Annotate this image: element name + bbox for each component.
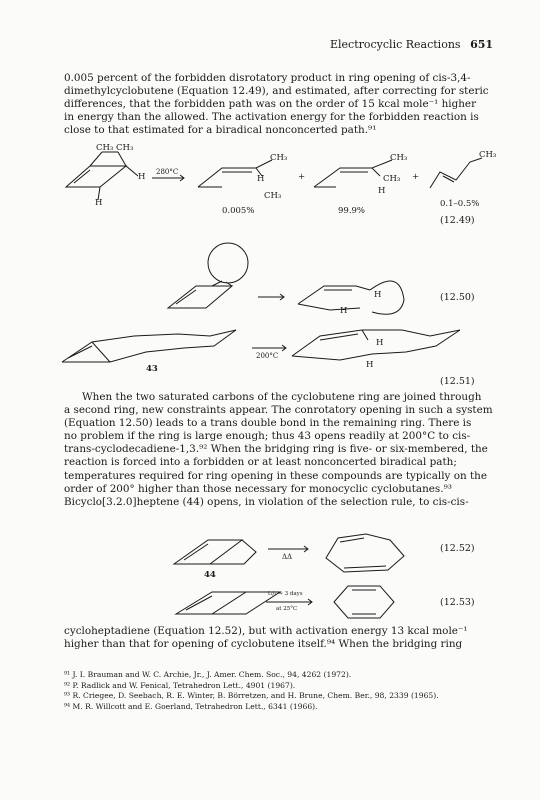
- structure-trans-diene-ring: [298, 281, 404, 314]
- methyl-label: CH₃: [270, 153, 288, 163]
- plus-sign: +: [298, 172, 306, 182]
- reaction-arrow: [252, 345, 286, 351]
- footnote-94: ⁹⁴ M. R. Willcott and E. Goerland, Tetrahedron Lett., 6341 (1966).: [64, 701, 318, 711]
- yield-label: 99.9%: [338, 206, 366, 216]
- text-line: temperatures required for ring opening in these compounds are typically on the: [64, 469, 487, 482]
- text-line: trans-cyclodecadiene-1,3.⁹² When the bridging ring is five- or six-membered, the: [64, 443, 488, 456]
- hydrogen-label: H: [95, 198, 103, 208]
- reaction-arrow: [258, 294, 284, 300]
- text-line: order of 200° higher than those necessary for monocyclic cyclobutanes.⁹³: [64, 482, 452, 495]
- text-line: close to that estimated for a biradical nonconcerted path.⁹¹: [64, 124, 377, 137]
- hydrogen-label: H: [366, 360, 374, 370]
- page-number: 651: [470, 38, 494, 51]
- equation-number: (12.53): [440, 597, 475, 608]
- compound-number: 43: [146, 364, 158, 374]
- methyl-label: CH₃: [390, 153, 408, 163]
- hydrogen-label: H: [138, 172, 146, 182]
- reaction-condition: 200°C: [256, 352, 279, 360]
- hydrogen-label: H: [378, 186, 386, 196]
- structure-44: [174, 540, 256, 564]
- methyl-label: CH₃: [264, 191, 282, 201]
- text-line: in energy than the allowed. The activation energy for the forbidden reaction is: [64, 111, 479, 124]
- equation-number: (12.50): [440, 292, 475, 303]
- footnotes: [64, 670, 484, 712]
- compound-number: 44: [204, 570, 216, 580]
- footnote-93: ⁹³ R. Criegee, D. Seebach, R. E. Winter, B. Börretzen, and H. Brune, Chem. Ber., 98, 2339 (1965).: [64, 691, 439, 701]
- hydrogen-label: H: [376, 338, 384, 348]
- equation-number: (12.52): [440, 543, 475, 554]
- yield-label: 0.005%: [222, 206, 255, 216]
- methyl-label: CH₃: [383, 174, 401, 184]
- structure-bicyclic-cyclobutene: [176, 592, 280, 614]
- header-title: Electrocyclic Reactions: [330, 38, 461, 51]
- paragraph-3: [64, 625, 472, 651]
- reaction-condition: at 25°C: [276, 606, 298, 612]
- reaction-condition: 280°C: [156, 168, 179, 176]
- text-line: a second ring, new constraints appear. The conrotatory opening in such a system: [64, 404, 493, 417]
- text-line: higher than that for opening of cyclobutene itself.⁹⁴ When the bridging ring: [64, 638, 463, 651]
- text-line: dimethylcyclobutene (Equation 12.49), and estimated, after correcting for steric: [64, 85, 489, 98]
- text-line: cycloheptadiene (Equation 12.52), but with activation energy 13 kcal mole⁻¹: [64, 625, 468, 637]
- text-line: (Equation 12.50) leads to a trans double bond in the remaining ring. There is: [64, 417, 472, 430]
- reaction-arrow: [268, 546, 308, 552]
- equation-number: (12.51): [440, 376, 475, 387]
- hydrogen-label: H: [340, 306, 348, 316]
- equation-number: (12.49): [440, 215, 475, 226]
- structure-diene-product-3: [430, 158, 482, 188]
- footnote-92: ⁹² P. Radlick and W. Fenical, Tetrahedron Lett., 4901 (1967).: [64, 680, 296, 690]
- plus-sign: +: [412, 172, 420, 182]
- structure-cis-cis-cycloheptadiene: [326, 534, 404, 572]
- structure-43: [62, 330, 236, 362]
- structure-cyclooctatriene: [334, 586, 394, 618]
- hydrogen-label: H: [257, 174, 265, 184]
- footnote-91: ⁹¹ J. I. Brauman and W. C. Archie, Jr., J. Amer. Chem. Soc., 94, 4262 (1972).: [64, 670, 352, 679]
- structure-diene-product-2: [314, 160, 392, 187]
- methyl-label: CH₃: [479, 150, 497, 160]
- text-line: no problem if the ring is large enough; thus 43 opens readily at 200°C to cis-: [64, 430, 471, 443]
- text-line: Bicyclo[3.2.0]heptene (44) opens, in violation of the selection rule, to cis-cis-: [64, 495, 469, 508]
- text-line: 0.005 percent of the forbidden disrotatory product in ring opening of cis-3,4-: [64, 72, 471, 84]
- hydrogen-label: H: [374, 290, 382, 300]
- text-line: reaction is forced into a forbidden or at least nonconcerted biradical path;: [64, 456, 457, 469]
- text-line: differences, that the forbidden path was on the order of 15 kcal mole⁻¹ higher: [64, 98, 477, 111]
- reaction-condition: ΔΔ: [282, 553, 293, 561]
- yield-label: 0.1–0.5%: [440, 199, 480, 209]
- structure-bridged-cyclobutene: [168, 243, 248, 308]
- text-line: When the two saturated carbons of the cyclobutene ring are joined through: [82, 391, 482, 403]
- reaction-condition: t₁/₂ ≈ 3 days: [268, 591, 303, 597]
- methyl-label: CH₃ CH₃: [96, 143, 134, 153]
- paragraph-2: [64, 391, 493, 509]
- structure-dimethylcyclobutene: [66, 152, 138, 200]
- reaction-arrow: [266, 599, 312, 605]
